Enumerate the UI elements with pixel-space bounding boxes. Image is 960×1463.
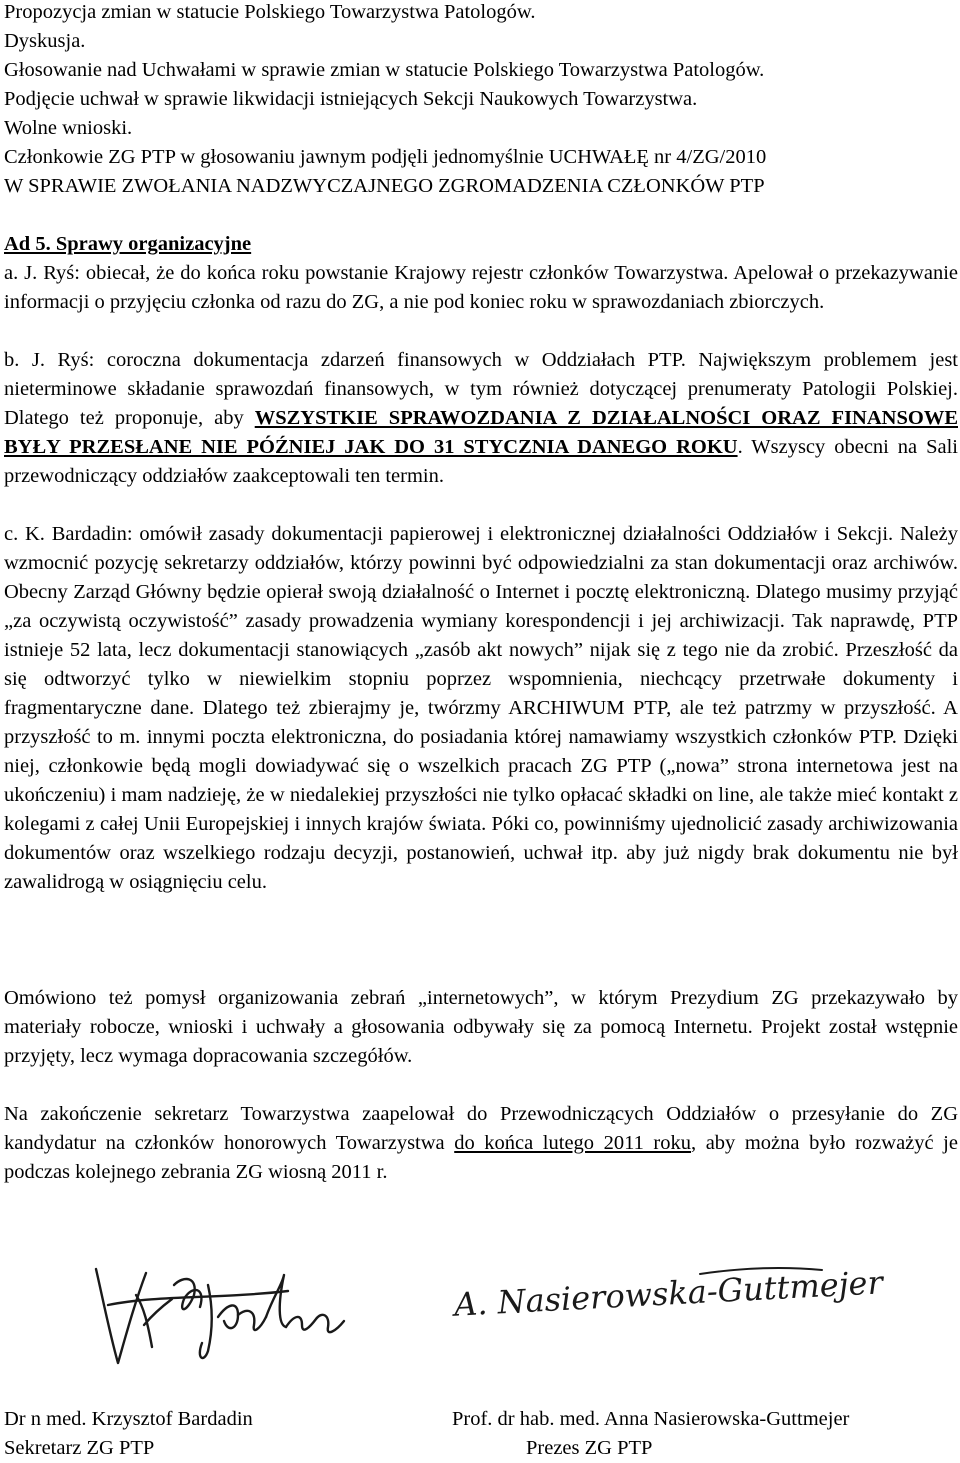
point-b-text-end: . Wszyscy obecni na Sali przewodniczący oddziałów zaakceptowali ten termin. — [4, 436, 958, 487]
closing-text: Na zakończenie sekretarz Towarzystwa zaapelował do Przewodniczących Oddziałów o przesyłanie do ZG kandydatur na członków honorowych Towarzystwa — [4, 1103, 958, 1154]
agenda-item: Podjęcie uchwał w sprawie likwidacji istniejących Sekcji Naukowych Towarzystwa. — [4, 88, 698, 110]
signature-bardadin — [88, 1255, 348, 1375]
agenda-item: Propozycja zmian w statucie Polskiego Towarzystwa Patologów. — [4, 1, 536, 23]
signatory-left-role: Sekretarz ZG PTP — [4, 1437, 155, 1459]
closing-paragraph — [4, 1100, 958, 1187]
svg-text:A. Nasierowska-Guttmejer: A. Nasierowska-Guttmejer — [453, 1263, 884, 1324]
section-heading: Ad 5. Sprawy organizacyjne — [4, 233, 252, 255]
point-c: c. K. Bardadin: omówił zasady dokumentacji papierowej i elektronicznej działalności Oddziałów i Sekcji. Należy wzmocnić pozycję sekretarzy oddziałów, którzy powinni być odpowiedzialni za stan dokumentacji oraz archiwów. Obecny Zarząd Główny będzie opierał swoją działalność o Internet i pocztę elektroniczną. Dlatego musimy przyjąć „za oczywistą oczywistość” zasady prowadzenia wymiany korespondencji i jej archiwizacji. Tak naprawdę, PTP istnieje 52 lata, lecz dokumentacji stanowiących „zasób akt nowych” nijak się z tego nie da zrobić. Przeszłość da się odtworzyć tylko w niewielkim stopniu poprzez wspomnienia, niechcący przetrwałe dokumenty i fragmentaryczne dane. Dlatego też zbierajmy je, twórzmy ARCHIWUM PTP, ale też patrzmy w przyszłość. A przyszłość to m. innymi poczta elektroniczna, do posiadania której namawiamy wszystkich członków PTP. Dzięki niej, członkowie będą mogli dowiadywać się o wszelkich pracach ZG PTP („nowa” strona internetowa jest na ukończeniu) i mam nadzieję, że w niedalekiej przyszłości nie tylko opłacać składki on line, ale także mieć kontakt z kolegami z całej Unii Europejskiej i innych krajów świata. Póki co, powinniśmy ujednolicić zasady archiwizowania dokumentów oraz wszelkiego rodzaju decyzji, postanowień, uchwał itp. aby już nigdy brak dokumentu nie był zawalidrogą w osiągnięciu celu. — [4, 523, 958, 893]
signatory-left-name: Dr n med. Krzysztof Bardadin — [4, 1408, 253, 1430]
agenda-item: Dyskusja. — [4, 30, 86, 52]
point-b-emphasis: WSZYSTKIE SPRAWOZDANIA Z DZIAŁALNOŚCI ORAZ FINANSOWE BYŁY PRZESŁANE NIE PÓŹNIEJ JAK DO 31 STYCZNIA DANEGO ROKU — [4, 407, 958, 458]
signatory-right-role: Prezes ZG PTP — [526, 1437, 653, 1459]
resolution-line: W SPRAWIE ZWOŁANIA NADZWYCZAJNEGO ZGROMADZENIA CZŁONKÓW PTP — [4, 175, 765, 197]
agenda-item: Głosowanie nad Uchwałami w sprawie zmian w statucie Polskiego Towarzystwa Patologów. — [4, 59, 765, 81]
closing-text-end: , aby można było rozważyć je podczas kolejnego zebrania ZG wiosną 2011 r. — [4, 1132, 958, 1183]
closing-deadline: do końca lutego 2011 roku — [454, 1132, 691, 1154]
internet-meetings-paragraph: Omówiono też pomysł organizowania zebrań „internetowych”, w którym Prezydium ZG przekazywało by materiały robocze, wnioski i uchwały a głosowania odbywały się za pomocą Internetu. Projekt został wstępnie przyjęty, lecz wymaga dopracowania szczegółów. — [4, 987, 958, 1067]
point-a: a. J. Ryś: obiecał, że do końca roku powstanie Krajowy rejestr członków Towarzystwa. Apelował o przekazywanie informacji o przyjęciu członka od razu do ZG, a nie pod koniec roku w sprawozdaniach zbiorczych. — [4, 262, 958, 313]
agenda-item: Wolne wnioski. — [4, 117, 133, 139]
signatory-right-name: Prof. dr hab. med. Anna Nasierowska-Guttmejer — [452, 1408, 850, 1430]
point-b — [4, 346, 958, 491]
signature-nasierowska — [450, 1262, 884, 1332]
resolution-line: Członkowie ZG PTP w głosowaniu jawnym podjęli jednomyślnie UCHWAŁĘ nr 4/ZG/2010 — [4, 146, 767, 168]
point-b-text: b. J. Ryś: coroczna dokumentacja zdarzeń finansowych w Oddziałach PTP. Największym problemem jest nieterminowe składanie sprawozdań finansowych, w tym również dotyczącej prenumeraty Patologii Polskiej. Dlatego też proponuje, aby — [4, 349, 958, 429]
